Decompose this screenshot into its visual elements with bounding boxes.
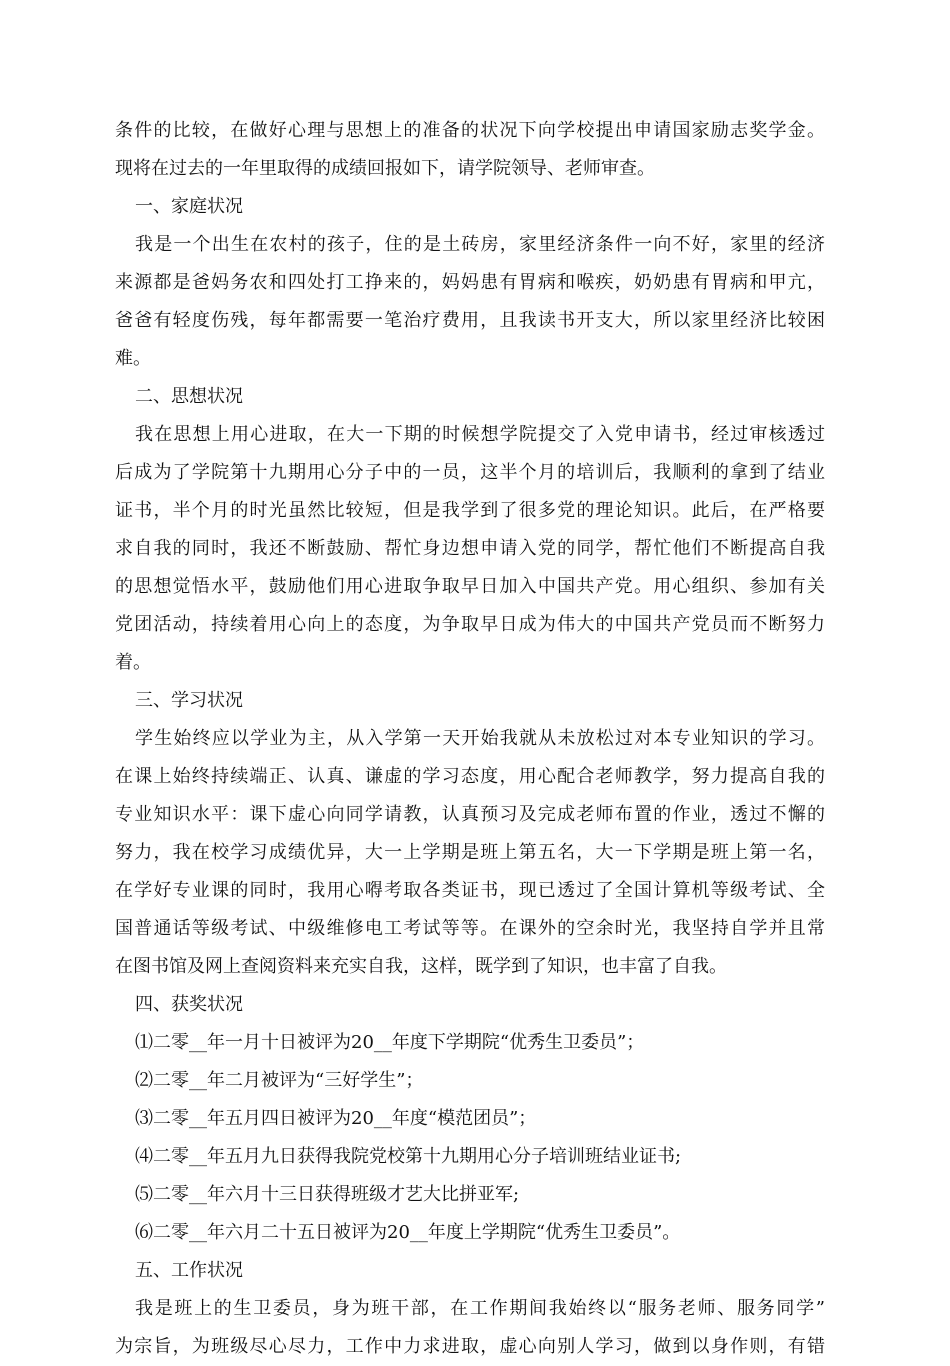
award-item: ⑷二零__年五月九日获得我院党校第十九期用心分子培训班结业证书;: [135, 1146, 682, 1167]
study-line-2: 在课上始终持续端正、认真、谦虚的学习态度，用心配合老师教学，努力提高自我的: [115, 766, 825, 787]
intro-line-1: 条件的比较，在做好心理与思想上的准备的状况下向学校提出申请国家励志奖学金。: [115, 120, 825, 141]
thought-line-3: 证书，半个月的时光虽然比较短，但是我学到了很多党的理论知识。此后，在严格要: [115, 500, 825, 521]
study-heading: 三、学习状况: [135, 690, 243, 711]
document-page: [115, 112, 825, 1366]
intro-line-2: 现将在过去的一年里取得的成绩回报如下，请学院领导、老师审查。: [115, 158, 655, 179]
work-line-1: 我是班上的生卫委员，身为班干部，在工作期间我始终以“服务老师、服务同学”: [135, 1298, 825, 1319]
family-line-4: 难。: [115, 348, 151, 369]
family-line-2: 来源都是爸妈务农和四处打工挣来的，妈妈患有胃病和喉疾，奶奶患有胃病和甲亢，: [115, 272, 825, 293]
family-heading: 一、家庭状况: [135, 196, 243, 217]
thought-line-5: 的思想觉悟水平，鼓励他们用心进取争取早日加入中国共产党。用心组织、参加有关: [115, 576, 825, 597]
award-item: ⑴二零__年一月十日被评为20__年度下学期院“优秀生卫委员”；: [135, 1032, 645, 1053]
study-line-7: 在图书馆及网上查阅资料来充实自我，这样，既学到了知识，也丰富了自我。: [115, 956, 727, 977]
award-item: ⑹二零__年六月二十五日被评为20__年度上学期院“优秀生卫委员”。: [135, 1222, 681, 1243]
award-item: ⑸二零__年六月十三日获得班级才艺大比拼亚军;: [135, 1184, 520, 1205]
award-item: ⑵二零__年二月被评为“三好学生”；: [135, 1070, 424, 1091]
thought-line-7: 着。: [115, 652, 151, 673]
award-item: ⑶二零__年五月四日被评为20__年度“模范团员”；: [135, 1108, 537, 1129]
family-line-3: 爸爸有轻度伤残，每年都需要一笔治疗费用，且我读书开支大，所以家里经济比较困: [115, 310, 825, 331]
work-line-2: 为宗旨，为班级尽心尽力，工作中力求进取，虚心向别人学习，做到以身作则，有错: [115, 1336, 825, 1357]
work-heading: 五、工作状况: [135, 1260, 243, 1281]
awards-heading: 四、获奖状况: [135, 994, 243, 1015]
study-line-6: 国普通话等级考试、中级维修电工考试等等。在课外的空余时光，我坚持自学并且常: [115, 918, 825, 939]
family-line-1: 我是一个出生在农村的孩子，住的是土砖房，家里经济条件一向不好，家里的经济: [135, 234, 825, 255]
thought-line-6: 党团活动，持续着用心向上的态度，为争取早日成为伟大的中国共产党员而不断努力: [115, 614, 825, 635]
study-line-3: 专业知识水平：课下虚心向同学请教，认真预习及完成老师布置的作业，透过不懈的: [115, 804, 825, 825]
thought-line-2: 后成为了学院第十九期用心分子中的一员，这半个月的培训后，我顺利的拿到了结业: [115, 462, 825, 483]
thought-line-1: 我在思想上用心进取，在大一下期的时候想学院提交了入党申请书，经过审核透过: [135, 424, 825, 445]
thought-line-4: 求自我的同时，我还不断鼓励、帮忙身边想申请入党的同学，帮忙他们不断提高自我: [115, 538, 825, 559]
study-line-1: 学生始终应以学业为主，从入学第一天开始我就从未放松过对本专业知识的学习。: [135, 728, 825, 749]
thought-heading: 二、思想状况: [135, 386, 243, 407]
study-line-5: 在学好专业课的同时，我用心嘚考取各类证书，现已透过了全国计算机等级考试、全: [115, 880, 825, 901]
study-line-4: 努力，我在校学习成绩优异，大一上学期是班上第五名，大一下学期是班上第一名，: [115, 842, 825, 863]
